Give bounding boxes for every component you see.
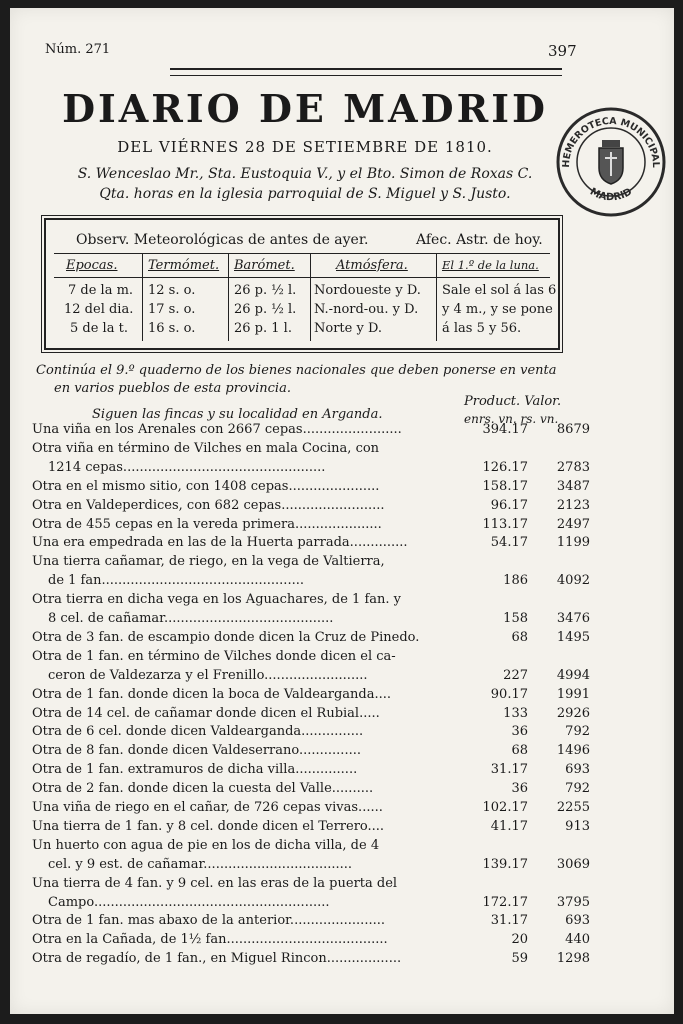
- list-item: [32, 441, 672, 459]
- issue-number: Núm. 271: [45, 42, 111, 57]
- entry-text: de 1 fan.................................................: [48, 573, 304, 589]
- list-item: [32, 422, 672, 440]
- entry-value: 2926: [556, 705, 590, 721]
- list-item: [32, 460, 672, 478]
- meteo-baro: 26 p. ½ l.: [234, 302, 297, 317]
- entry-value: 2255: [556, 800, 590, 815]
- meteo-atmos: N.-nord-ou. y D.: [314, 302, 419, 317]
- meteo-col-divider: [228, 253, 229, 341]
- list-item: [32, 781, 672, 799]
- entry-text: Otra de 455 cepas en la vereda primera.....................: [32, 516, 382, 532]
- list-item: [32, 592, 672, 610]
- hours-line: Qta. horas en la iglesia parroquial de S. Miguel y S. Justo.: [99, 186, 511, 202]
- entry-text: Campo.........................................................: [48, 894, 330, 910]
- stamp-bottom-text: MADRID: [587, 186, 635, 204]
- stamp-arc-text: HEMEROTECA MUNICIPAL: [560, 115, 662, 168]
- intro-line: Continúa el 9.º quaderno de los bienes nacionales que deben ponerse en venta: [36, 363, 557, 378]
- entry-product: 139.17: [482, 856, 528, 872]
- meteo-termo: 17 s. o.: [148, 302, 196, 317]
- entry-product: 31.17: [490, 762, 528, 778]
- entry-text: 1214 cepas.................................................: [48, 459, 326, 475]
- entry-text: Otra en el mismo sitio, con 1408 cepas......................: [32, 478, 380, 494]
- astro-line: Sale el sol á las 6: [442, 283, 557, 298]
- column-header: Product. Valor.: [464, 394, 562, 409]
- astro-line: y 4 m., y se pone: [442, 302, 553, 317]
- entry-value: 792: [565, 781, 590, 797]
- entry-value: 1298: [556, 951, 590, 967]
- entry-text: Otra tierra en dicha vega en los Aguachares, de 1 fan. y: [32, 592, 401, 608]
- entry-value: 4092: [556, 573, 590, 589]
- entry-product: 36: [511, 724, 528, 740]
- entry-text: Una viña de riego en el cañar, de 726 cepas vivas......: [32, 800, 383, 815]
- entry-product: 158: [503, 611, 528, 626]
- list-item: [32, 762, 672, 780]
- entry-text: Otra de 1 fan. en término de Vilches donde dicen el ca-: [32, 648, 396, 664]
- entry-value: 792: [565, 724, 590, 740]
- meteo-epoca: 5 de la t.: [70, 321, 128, 336]
- entry-text: Otra de 8 fan. donde dicen Valdeserrano...............: [32, 743, 361, 759]
- list-item: [32, 649, 672, 667]
- entry-product: 36: [511, 781, 528, 797]
- entry-value: 1199: [556, 535, 590, 551]
- list-item: [32, 743, 672, 761]
- list-item: [32, 535, 672, 553]
- entry-text: Otra de 1 fan. mas abaxo de la anterior.......................: [32, 913, 385, 929]
- entry-product: 68: [511, 743, 528, 759]
- list-item: [32, 479, 672, 497]
- entry-text: Una tierra de 4 fan. y 9 cel. en las eras de la puerta del: [32, 875, 398, 891]
- page-number: 397: [548, 42, 577, 60]
- entry-text: Una era empedrada en las de la Huerta parrada..............: [32, 535, 408, 551]
- coat-of-arms-icon: [599, 140, 623, 184]
- entry-product: 186: [503, 573, 528, 589]
- list-item: [32, 611, 672, 629]
- entry-product: 394.17: [482, 422, 528, 437]
- entry-text: Otra en la Cañada, de 1½ fan.......................................: [32, 932, 388, 948]
- list-item: [32, 724, 672, 742]
- entry-value: 3069: [556, 856, 590, 872]
- list-item: [32, 668, 672, 686]
- list-item: [32, 517, 672, 535]
- meteo-termo: 16 s. o.: [148, 321, 196, 336]
- entry-value: 1495: [556, 629, 590, 645]
- meteo-col-divider: [436, 253, 437, 341]
- column-units: enrs. vn. rs. vn.: [464, 412, 559, 426]
- list-item: [32, 838, 672, 856]
- entry-value: 693: [565, 913, 590, 929]
- entry-text: Otra de 3 fan. de escampio donde dicen la Cruz de Pinedo.: [32, 629, 420, 645]
- entry-value: 440: [565, 932, 590, 948]
- list-item: [32, 800, 672, 818]
- entry-value: 3795: [556, 894, 590, 910]
- list-item: [32, 687, 672, 705]
- entry-product: 172.17: [482, 894, 528, 910]
- entry-text: ceron de Valdezarza y el Frenillo.........................: [48, 667, 368, 683]
- entry-value: 2497: [556, 516, 590, 532]
- entry-value: 3476: [556, 611, 590, 626]
- list-item: [32, 951, 672, 969]
- list-item: [32, 895, 672, 913]
- newspaper-page: [10, 8, 674, 1014]
- meteo-col-divider: [310, 253, 311, 341]
- entry-text: Otra de 1 fan. donde dicen la boca de Valdearganda....: [32, 686, 391, 702]
- entry-product: 20: [511, 932, 528, 948]
- entry-product: 102.17: [482, 800, 528, 815]
- header-rule: [170, 68, 562, 76]
- meteo-col-divider: [142, 253, 143, 341]
- list-item: [32, 706, 672, 724]
- entry-text: Otra de 14 cel. de cañamar donde dicen el Rubial.....: [32, 705, 380, 721]
- entry-value: 4994: [556, 667, 590, 683]
- astro-title: Afec. Astr. de hoy.: [416, 232, 543, 248]
- meteo-atmos: Norte y D.: [314, 321, 383, 336]
- meteo-header-atmosfera: Atmósfera.: [336, 258, 408, 273]
- meteo-baro: 26 p. ½ l.: [234, 283, 297, 298]
- entry-text: 8 cel. de cañamar.........................................: [48, 611, 334, 626]
- entry-product: 54.17: [490, 535, 528, 551]
- entry-text: Otra en Valdeperdices, con 682 cepas.........................: [32, 497, 385, 513]
- entry-product: 133: [503, 705, 528, 721]
- entry-product: 158.17: [482, 478, 528, 494]
- meteo-epoca: 7 de la m.: [68, 283, 134, 298]
- entry-product: 113.17: [482, 516, 528, 532]
- entry-text: Un huerto con agua de pie en los de dicha villa, de 4: [32, 837, 380, 853]
- entry-text: Otra de 1 fan. extramuros de dicha villa...............: [32, 762, 358, 778]
- astro-line: á las 5 y 56.: [442, 321, 522, 336]
- entry-text: Otra viña en término de Vilches en mala Cocina, con: [32, 440, 380, 456]
- meteo-header-termometro: Termómet.: [148, 258, 220, 273]
- entry-value: 2783: [556, 459, 590, 475]
- list-item: [32, 630, 672, 648]
- list-item: [32, 913, 672, 931]
- meteo-atmos: Nordoueste y D.: [314, 283, 421, 298]
- meteo-rule: [54, 277, 550, 278]
- masthead-title: DIARIO DE MADRID: [62, 86, 548, 131]
- entry-text: Otra de 2 fan. donde dicen la cuesta del Valle..........: [32, 781, 374, 797]
- section-subhead: Siguen las fincas y su localidad en Arganda.: [92, 407, 383, 422]
- entry-value: 913: [565, 818, 590, 834]
- intro-line: en varios pueblos de esta provincia.: [54, 381, 291, 396]
- meteo-rule: [54, 253, 550, 254]
- entry-value: 1991: [556, 686, 590, 702]
- entry-text: cel. y 9 est. de cañamar....................................: [48, 856, 353, 872]
- entry-product: 31.17: [490, 913, 528, 929]
- meteo-epoca: 12 del dia.: [64, 302, 134, 317]
- entry-text: Otra de 6 cel. donde dicen Valdearganda...............: [32, 724, 364, 740]
- entry-product: 41.17: [490, 818, 528, 834]
- list-item: [32, 876, 672, 894]
- meteorological-table: [44, 218, 560, 350]
- entry-product: 126.17: [482, 459, 528, 475]
- entry-text: Una tierra cañamar, de riego, en la vega de Valtierra,: [32, 554, 385, 570]
- entry-text: Una viña en los Arenales con 2667 cepas........................: [32, 422, 402, 437]
- entry-value: 693: [565, 762, 590, 778]
- entry-product: 227: [503, 667, 528, 683]
- meteo-title: Observ. Meteorológicas de antes de ayer.: [76, 232, 369, 248]
- list-item: [32, 573, 672, 591]
- list-item: [32, 857, 672, 875]
- list-item: [32, 554, 672, 572]
- meteo-baro: 26 p. 1 l.: [234, 321, 292, 336]
- meteo-header-barometro: Barómet.: [234, 258, 295, 273]
- entry-text: Una tierra de 1 fan. y 8 cel. donde dicen el Terrero....: [32, 818, 385, 834]
- list-item: [32, 932, 672, 950]
- entry-product: 59: [511, 951, 528, 967]
- meteo-header-luna: El 1.º de la luna.: [442, 258, 539, 272]
- dateline: DEL VIÉRNES 28 DE SETIEMBRE DE 1810.: [117, 138, 493, 156]
- entry-product: 96.17: [490, 497, 528, 513]
- meteo-termo: 12 s. o.: [148, 283, 196, 298]
- entry-text: Otra de regadío, de 1 fan., en Miguel Rincon..................: [32, 951, 402, 967]
- entry-value: 1496: [556, 743, 590, 759]
- library-stamp: [555, 106, 667, 218]
- meteo-header-epocas: Epocas.: [66, 258, 118, 273]
- entry-product: 68: [511, 629, 528, 645]
- entry-value: 3487: [556, 478, 590, 494]
- saints-line: S. Wenceslao Mr., Sta. Eustoquia V., y el Bto. Simon de Roxas C.: [77, 166, 533, 182]
- entry-value: 8679: [556, 422, 590, 437]
- entry-value: 2123: [556, 497, 590, 513]
- list-item: [32, 498, 672, 516]
- list-item: [32, 819, 672, 837]
- entry-product: 90.17: [490, 686, 528, 702]
